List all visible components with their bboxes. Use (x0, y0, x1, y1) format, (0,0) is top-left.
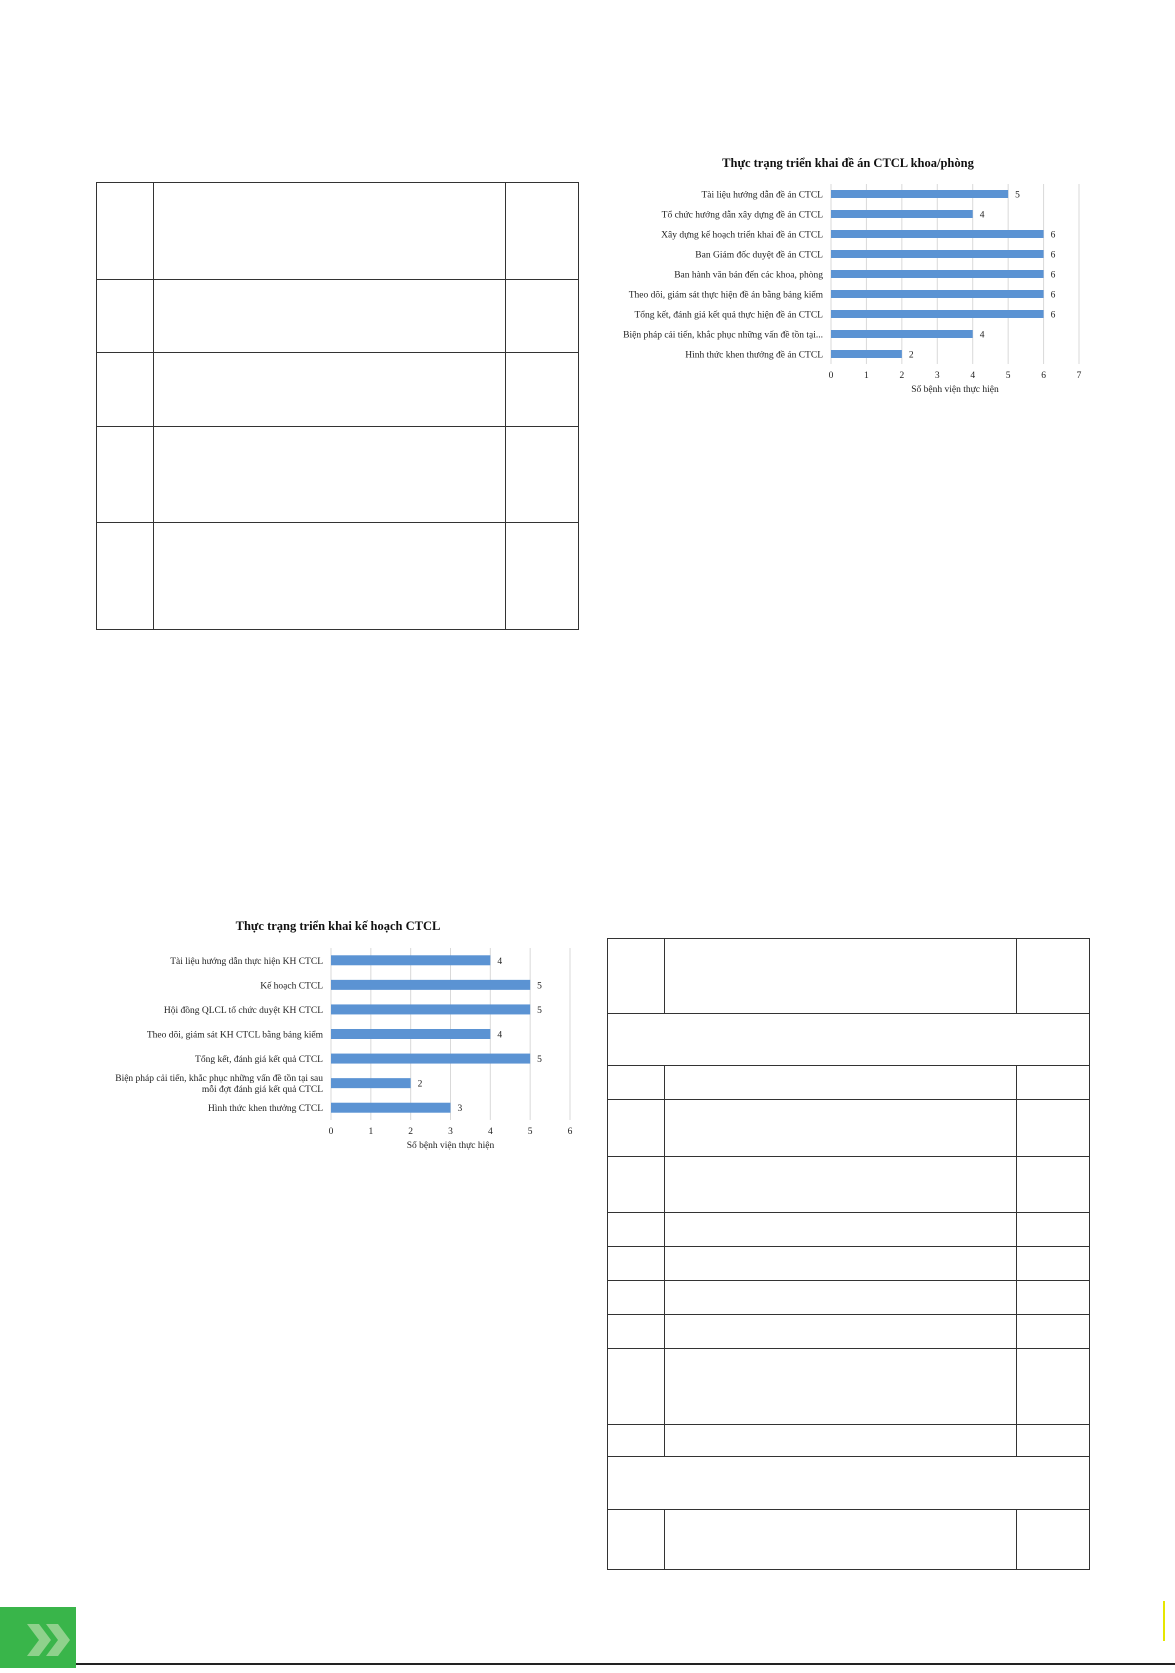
top-left-table (96, 182, 579, 630)
bar (831, 230, 1044, 238)
data-label: 5 (537, 981, 542, 992)
tick-label: 7 (1076, 371, 1082, 381)
data-label: 2 (908, 350, 914, 361)
data-label: 4 (979, 330, 985, 341)
data-label: 5 (1015, 190, 1020, 201)
category-label: Tổng kết, đánh giá kết quả CTCL (195, 1055, 323, 1066)
bottom-right-table (607, 938, 1090, 1570)
bar (831, 270, 1044, 278)
chart-title: Thực trạng triển khai đề án CTCL khoa/phòng (722, 156, 974, 170)
data-label: 6 (1050, 290, 1056, 301)
data-label: 4 (497, 956, 503, 967)
tick-label: 3 (448, 1127, 453, 1137)
corner-mark (1163, 1601, 1165, 1641)
tick-label: 5 (527, 1127, 533, 1137)
bar (331, 1029, 490, 1039)
category-label: Kế hoạch CTCL (260, 981, 323, 992)
column-divider (664, 1066, 665, 1457)
bar (831, 250, 1044, 258)
tick-label: 6 (1041, 371, 1046, 381)
data-label: 6 (1050, 270, 1056, 281)
data-label: 2 (417, 1079, 423, 1090)
chart-title: Thực trạng triển khai kế hoạch CTCL (235, 919, 441, 933)
bar (331, 1054, 530, 1064)
column-divider (153, 183, 154, 629)
bar (831, 310, 1044, 318)
data-label: 6 (1050, 310, 1056, 321)
category-label: Theo dõi, giám sát KH CTCL bằng bảng kiểm (146, 1030, 323, 1041)
tick-label: 1 (864, 371, 869, 381)
tick-label: 2 (899, 371, 905, 381)
bar (331, 980, 530, 990)
bar (831, 350, 902, 358)
category-label: Hội đồng QLCL tổ chức duyệt KH CTCL (163, 1005, 323, 1016)
category-label: Biện pháp cải tiến, khắc phục những vấn đề tồn tại sau mỗi đợt đánh giá kết quả CTCL (115, 1074, 323, 1096)
column-divider (1016, 1510, 1017, 1569)
category-label: Hình thức khen thưởng đề án CTCL (685, 350, 823, 361)
chart-de-an-ctcl-svg (595, 150, 1095, 430)
tick-label: 1 (368, 1127, 374, 1137)
table-section-row (608, 1014, 1089, 1066)
category-label: Theo dõi, giám sát thực hiện đề án bằng bảng kiểm (628, 290, 823, 301)
category-label: Tổ chức hướng dẫn xây dựng đề án CTCL (661, 210, 823, 221)
tick-label: 5 (1005, 371, 1011, 381)
column-divider (664, 1510, 665, 1569)
tick-label: 0 (828, 371, 834, 381)
x-axis-label: Số bệnh viện thực hiện (406, 1141, 495, 1151)
bar (831, 210, 973, 218)
category-label: Xây dựng kế hoạch triển khai đề án CTCL (661, 230, 823, 241)
footer-green-band (0, 1607, 76, 1668)
tick-label: 2 (408, 1127, 414, 1137)
chart-ke-hoach-ctcl (90, 912, 590, 1192)
data-label: 5 (537, 1055, 542, 1066)
x-axis-label: Số bệnh viện thực hiện (911, 385, 999, 395)
tick-label: 4 (970, 371, 976, 381)
column-divider (1016, 939, 1017, 1014)
category-label: Ban hành văn bản đến các khoa, phòng (674, 270, 823, 281)
bar (831, 290, 1044, 298)
column-divider (664, 939, 665, 1014)
column-divider (1016, 1066, 1017, 1457)
tick-label: 3 (934, 371, 940, 381)
data-label: 5 (537, 1005, 542, 1016)
data-label: 4 (979, 210, 985, 221)
category-label: Biện pháp cải tiến, khắc phục những vấn đề tồn tại... (623, 330, 823, 341)
data-label: 6 (1050, 230, 1056, 241)
data-label: 3 (457, 1104, 463, 1115)
data-label: 4 (497, 1030, 503, 1041)
tick-label: 0 (328, 1127, 334, 1137)
bar (331, 1103, 451, 1113)
tick-label: 4 (487, 1127, 493, 1137)
bar (331, 1078, 411, 1088)
tick-label: 6 (567, 1127, 573, 1137)
category-label: Hình thức khen thưởng CTCL (207, 1104, 323, 1115)
bar (831, 330, 973, 338)
category-label: Ban Giám đốc duyệt đề án CTCL (695, 250, 823, 261)
category-label: Tổng kết, đánh giá kết quả thực hiện đề án CTCL (634, 310, 823, 321)
data-label: 6 (1050, 250, 1056, 261)
footer-rule (76, 1663, 1175, 1665)
bar (331, 955, 490, 965)
category-label: Tài liệu hướng dẫn thực hiện KH CTCL (170, 956, 323, 967)
chart-de-an-ctcl (595, 150, 1095, 430)
double-chevron-icon (0, 1607, 76, 1668)
bar (331, 1004, 530, 1014)
table-section-row (608, 1457, 1089, 1510)
chart-ke-hoach-ctcl-svg (90, 912, 590, 1192)
column-divider (505, 183, 506, 629)
category-label: Tài liệu hướng dẫn đề án CTCL (701, 190, 823, 201)
bar (831, 190, 1008, 198)
